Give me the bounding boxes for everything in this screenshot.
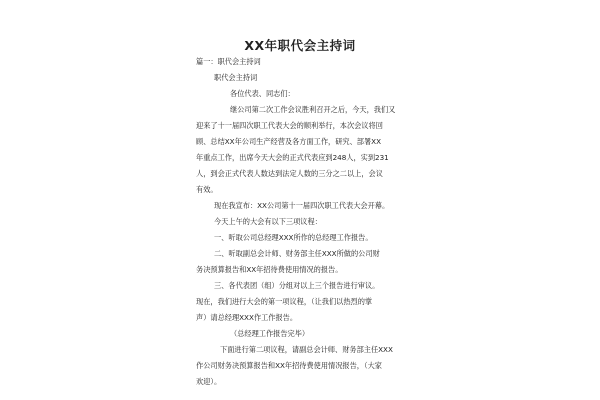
subheading: 篇一：职代会主持词 xyxy=(196,57,261,66)
paragraph-line: 声）请总经理XXX作工作报告。 xyxy=(196,313,298,322)
paragraph-line: 顾、总结XX年公司生产经营及各方面工作，研究、部署XX xyxy=(196,137,382,146)
paragraph-line: 务决预算报告和XX年招待费使用情况的报告。 xyxy=(196,265,343,274)
paragraph-line: 一、听取公司总经理XXX所作的总经理工作报告。 xyxy=(214,233,373,242)
paragraph-line: 作公司财务决预算报告和XX年招待费使用情况报告，（大家 xyxy=(196,361,382,370)
paragraph-line: 有效。 xyxy=(196,185,218,194)
document-title: XX年职代会主持词 xyxy=(244,38,356,53)
paragraph-line: 现在，我们进行大会的第一项议程，（让我们以热烈的掌 xyxy=(196,297,373,306)
paragraph-line: 现在我宣布：XX公司第十一届四次职工代表大会开幕。 xyxy=(214,201,390,210)
paragraph-line: 迎来了十一届四次职工代表大会的顺利举行，本次会议将回 xyxy=(196,121,383,130)
paragraph-line: 今天上午的大会有以下三项议程： xyxy=(214,217,322,226)
section-heading: 职代会主持词 xyxy=(214,73,258,82)
paragraph-line: 欢迎）。 xyxy=(196,377,222,386)
paragraph-line: 继公司第二次工作会议胜利召开之后，今天，我们又 xyxy=(230,105,396,114)
paragraph-line: 三、各代表团（组）分组对以上三个报告进行审议。 xyxy=(214,281,380,290)
paragraph-line: （总经理工作报告完毕） xyxy=(230,329,310,338)
paragraph-line: 人，到会正式代表人数达到法定人数的三分之二以上，会议 xyxy=(196,169,383,178)
greeting: 各位代表、同志们： xyxy=(230,89,295,98)
paragraph-line: 下面进行第二项议程，请副总会计师、财务部主任XXX xyxy=(220,345,393,354)
paragraph-line: 二、听取副总会计师、财务部主任XXX所做的公司财 xyxy=(214,249,380,258)
paragraph-line: 年重点工作，出席今天大会的正式代表应到248人，实到231 xyxy=(196,153,389,162)
